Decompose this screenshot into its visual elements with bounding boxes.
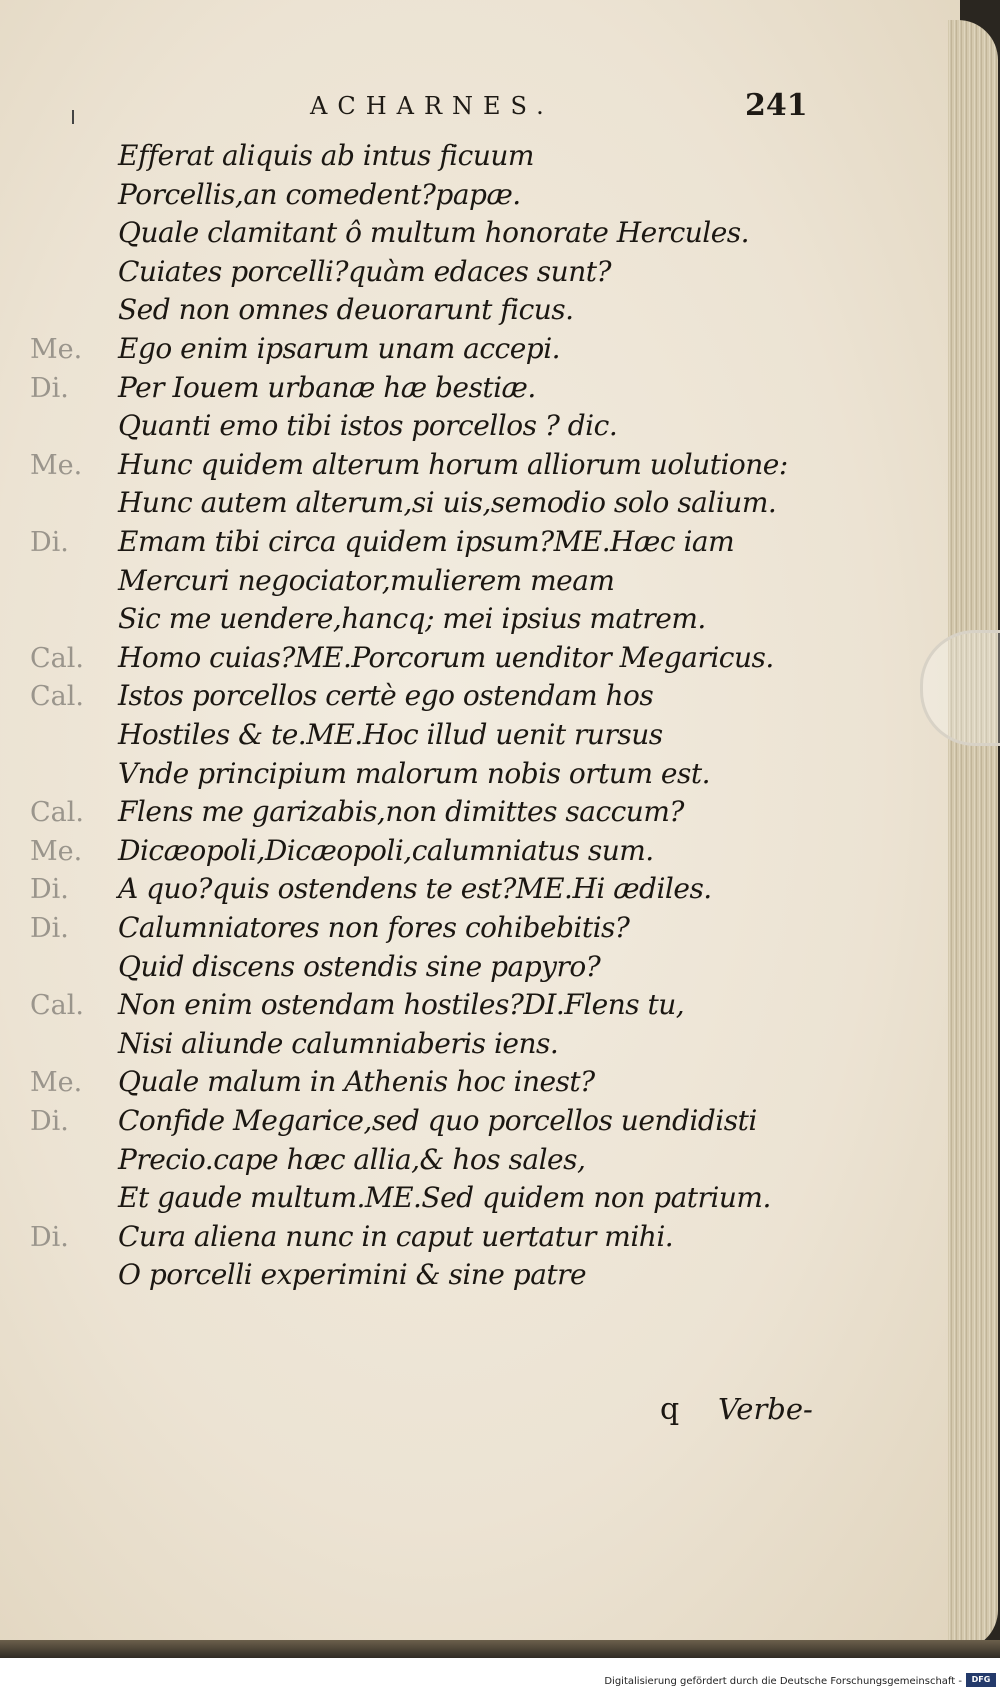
running-header: ACHARNES.: [310, 92, 554, 120]
verse-text: Efferat aliquis ab intus ficuum: [118, 139, 534, 172]
verse-text: Flens me garizabis,non dimittes saccum?: [118, 795, 684, 829]
verse-text: Nisi aliunde calumniaberis iens.: [118, 1026, 559, 1060]
verse-text: Mercuri negociator,mulierem meam: [118, 563, 615, 597]
dfg-logo: DFG: [966, 1673, 996, 1687]
verse-text: Vnde principium malorum nobis ortum est.: [118, 756, 710, 790]
verse-line: [0, 367, 900, 407]
verse-line: [0, 830, 900, 870]
verse-text: Cura aliena nunc in caput uertatur mihi.: [118, 1219, 674, 1253]
verse-text: Quanti emo tibi istos porcellos ? dic.: [118, 409, 618, 443]
verse-line: [0, 1100, 900, 1140]
speaker-label: Di.: [30, 1106, 69, 1137]
verse-text: Ego enim ipsarum unam accepi.: [118, 332, 561, 365]
verse-line: [0, 560, 900, 600]
verse-line: [0, 444, 900, 484]
speaker-label: Cal.: [30, 990, 84, 1022]
verse-line: [0, 907, 900, 947]
speaker-label: Me.: [30, 1067, 83, 1099]
verse-line: [0, 1177, 900, 1217]
verse-line: [0, 405, 900, 445]
verse-line: [0, 1254, 900, 1294]
verse-line: [0, 637, 900, 677]
verse-text: Dicæopoli,Dicæopoli,calumniatus sum.: [118, 833, 654, 867]
verse-line: [0, 675, 900, 715]
verse-line: [0, 212, 900, 252]
speaker-label: Di.: [30, 1221, 69, 1253]
verse-line: [0, 135, 900, 175]
verse-line: [0, 328, 900, 368]
verse-line: [0, 482, 900, 522]
speaker-label: Di.: [30, 527, 69, 558]
speaker-label: Me.: [30, 334, 83, 365]
verse-text: Sed non omnes deuorarunt ficus.: [118, 293, 574, 327]
verse-line: [0, 1139, 900, 1179]
verse-text: O porcelli experimini & sine patre: [118, 1258, 587, 1292]
margin-mark: [72, 110, 74, 124]
verse-text: Cuiates porcelli?quàm edaces sunt?: [118, 254, 612, 288]
verse-text: Per Iouem urbanæ hæ bestiæ.: [118, 370, 536, 404]
verse-line: [0, 946, 900, 986]
verse-text: A quo?quis ostendens te est?ME.Hi ædiles.: [118, 872, 712, 906]
verse-text: Istos porcellos certè ego ostendam hos: [118, 679, 654, 713]
verse-line: [0, 251, 900, 291]
verse-line: [0, 791, 900, 831]
verse-line: [0, 521, 900, 561]
verse-line: [0, 174, 900, 214]
verse-text: Sic me uendere,hancq; mei ipsius matrem.: [118, 602, 706, 636]
verse-text: Calumniatores non fores cohibebitis?: [118, 911, 630, 944]
verse-text: Confide Megarice,sed quo porcellos uendidisti: [118, 1104, 757, 1137]
speaker-label: Di.: [30, 372, 69, 404]
verse-line: [0, 1023, 900, 1063]
footer-bar: [0, 1658, 1000, 1695]
verse-line: [0, 868, 900, 908]
verse-text: Hunc quidem alterum horum alliorum uolutione:: [118, 447, 788, 481]
verse-line: [0, 289, 900, 329]
verse-line: [0, 1216, 900, 1256]
bottom-shadow: [0, 1640, 1000, 1660]
speaker-label: Di.: [30, 874, 69, 906]
verse-line: [0, 1061, 900, 1101]
speaker-label: Di.: [30, 913, 69, 944]
speaker-label: Cal.: [30, 642, 84, 674]
speaker-label: Me.: [30, 449, 83, 481]
footer-credit: Digitalisierung gefördert durch die Deutsche Forschungsgemeinschaft -: [604, 1676, 962, 1687]
verse-text: Non enim ostendam hostiles?DI.Flens tu,: [118, 988, 685, 1022]
verse-text: Porcellis,an comedent?papæ.: [118, 177, 521, 211]
speaker-label: Me.: [30, 835, 83, 867]
speaker-label: Cal.: [30, 681, 84, 713]
verse-text: Emam tibi circa quidem ipsum?ME.Hæc iam: [118, 525, 735, 558]
verse-line: [0, 598, 900, 638]
speaker-label: Cal.: [30, 797, 84, 829]
page-number: 241: [745, 88, 808, 123]
verse-line: [0, 753, 900, 793]
catchword: Verbe-: [718, 1392, 813, 1426]
verse-line: [0, 984, 900, 1024]
verse-line: [0, 714, 900, 754]
verse-text: Hunc autem alterum,si uis,semodio solo salium.: [118, 486, 777, 520]
verse-text: Homo cuias?ME.Porcorum uenditor Megaricus.: [118, 640, 774, 674]
verse-text: Precio.cape hæc allia,& hos sales,: [118, 1142, 586, 1176]
signature-mark: q: [660, 1392, 680, 1427]
verse-text: Quid discens ostendis sine papyro?: [118, 949, 601, 983]
page-fore-edge: [948, 20, 998, 1650]
verse-text: Quale malum in Athenis hoc inest?: [118, 1065, 595, 1099]
verse-text: Hostiles & te.ME.Hoc illud uenit rursus: [118, 718, 663, 751]
verse-text: Quale clamitant ô multum honorate Hercules.: [118, 216, 750, 250]
verse-text: Et gaude multum.ME.Sed quidem non patrium.: [118, 1181, 771, 1215]
